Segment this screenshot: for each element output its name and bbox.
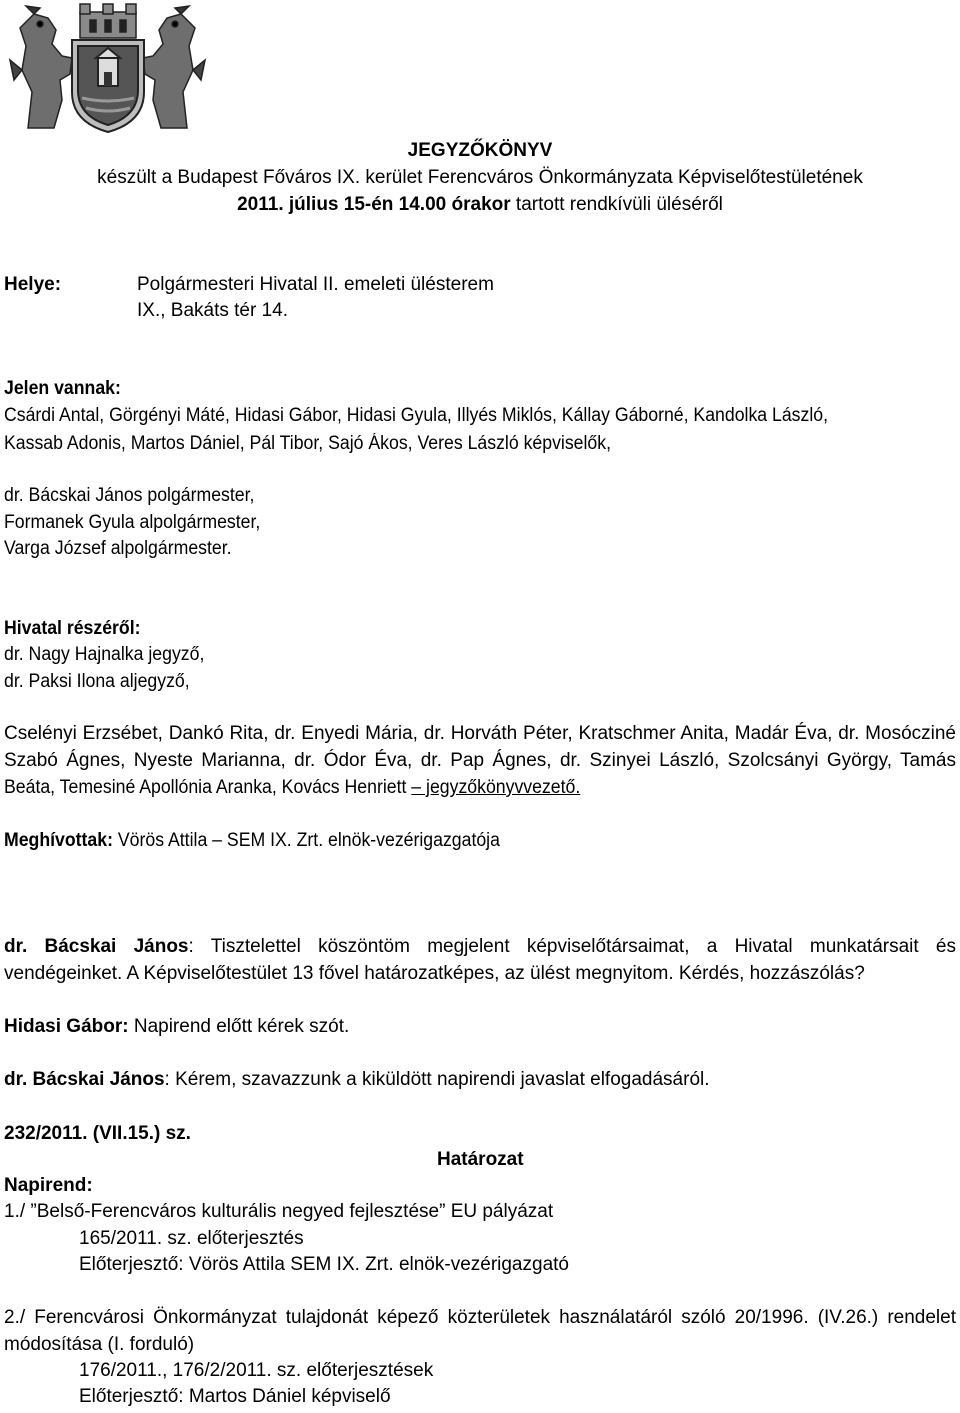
present-heading: Jelen vannak:: [4, 378, 121, 399]
office-line-2: dr. Paksi Ilona aljegyző,: [4, 671, 190, 692]
speech-3-line: dr. Bácskai János: Kérem, szavazzunk a kiküldött napirendi javaslat elfogadásáról.: [4, 1069, 710, 1090]
agenda-item-2-line-1: 2./ Ferencvárosi Önkormányzat tulajdonát képező közterületek használatáról szóló 20/1996. (IV.26.) rendelet: [4, 1307, 956, 1328]
header-date-bold: 2011. július 15-én 14.00 órakor: [237, 194, 511, 215]
agenda-item-2-presenter: Előterjesztő: Martos Dániel képviselő: [79, 1386, 391, 1407]
present-line-2: Kassab Adonis, Martos Dániel, Pál Tibor, Sajó Ákos, Veres László képviselők,: [4, 433, 611, 454]
shield-icon: [72, 40, 144, 132]
coat-of-arms-logo: [0, 0, 215, 140]
agenda-item-1-presenter: Előterjesztő: Vörös Attila SEM IX. Zrt. elnök-vezérigazgató: [79, 1254, 569, 1275]
deputy-line-2: Varga József alpolgármester.: [4, 538, 232, 559]
right-lion-icon: [143, 6, 205, 128]
speech-2-line: Hidasi Gábor: Napirend előtt kérek szót.: [4, 1016, 350, 1037]
speech-1-line-1: dr. Bácskai János: Tisztelettel köszöntöm megjelent képviselőtársaimat, a Hivatal munkatársait és: [4, 936, 957, 957]
header-date-rest: tartott rendkívüli üléséről: [510, 194, 723, 215]
agenda-item-2-ref: 176/2011., 176/2/2011. sz. előterjesztések: [79, 1360, 434, 1381]
agenda-label: Napirend:: [4, 1175, 93, 1196]
left-lion-icon: [10, 6, 72, 128]
invited-line: [4, 829, 537, 853]
resolution-title: Határozat: [437, 1149, 524, 1170]
staff-line-2: Szabó Ágnes, Nyeste Marianna, dr. Ódor Éva, dr. Pap Ágnes, dr. Szinyei László, Szolcsányi György, Tamás: [4, 750, 956, 771]
mayor-line: dr. Bácskai János polgármester,: [4, 485, 255, 506]
agenda-item-2-line-2: módosítása (I. forduló): [4, 1334, 195, 1355]
invited-text: Vörös Attila – SEM IX. Zrt. elnök-vezérigazgatója: [112, 830, 500, 851]
present-line-1: Csárdi Antal, Görgényi Máté, Hidasi Gábor, Hidasi Gyula, Illyés Miklós, Kállay Gáborné, Kandolka László,: [4, 405, 829, 426]
speech-1-line-2: vendégeinket. A Képviselőtestület 13 fővel határozatképes, az ülést megnyitom. Kérdés, hozzászólás?: [4, 963, 865, 984]
place-label: Helye:: [4, 274, 62, 295]
deputy-line-1: Formanek Gyula alpolgármester,: [4, 512, 261, 533]
place-line-2: IX., Bakáts tér 14.: [137, 300, 289, 321]
header-date-line: [0, 193, 960, 217]
office-heading: Hivatal részéről:: [4, 618, 141, 639]
agenda-item-1-ref: 165/2011. sz. előterjesztés: [79, 1228, 304, 1249]
staff-line-1: Cselényi Erzsébet, Dankó Rita, dr. Enyedi Mária, dr. Horváth Péter, Kratschmer Anita, Madár Éva, dr. Mosócziné: [4, 723, 956, 744]
place-line-1: Polgármesteri Hivatal II. emeleti ülésterem: [137, 274, 494, 295]
resolution-number: 232/2011. (VII.15.) sz.: [4, 1123, 191, 1144]
speech-3-speaker: dr. Bácskai János: [4, 1069, 165, 1090]
office-line-1: dr. Nagy Hajnalka jegyző,: [4, 644, 205, 665]
tower-crown-icon: [80, 4, 136, 38]
speech-2-speaker: Hidasi Gábor:: [4, 1016, 129, 1037]
invited-label: Meghívottak:: [4, 830, 113, 851]
document-title: JEGYZŐKÖNYV: [407, 140, 553, 161]
header-line: készült a Budapest Főváros IX. kerület Ferencváros Önkormányzata Képviselőtestületének: [97, 167, 863, 188]
speech-1-speaker: dr. Bácskai János: [4, 936, 189, 957]
staff-line-3: Beáta, Temesiné Apollónia Aranka, Kovács Henriett – jegyzőkönyvvezető.: [4, 777, 581, 798]
agenda-item-1-title: 1./ ”Belső-Ferencváros kulturális negyed fejlesztése” EU pályázat: [4, 1201, 554, 1222]
